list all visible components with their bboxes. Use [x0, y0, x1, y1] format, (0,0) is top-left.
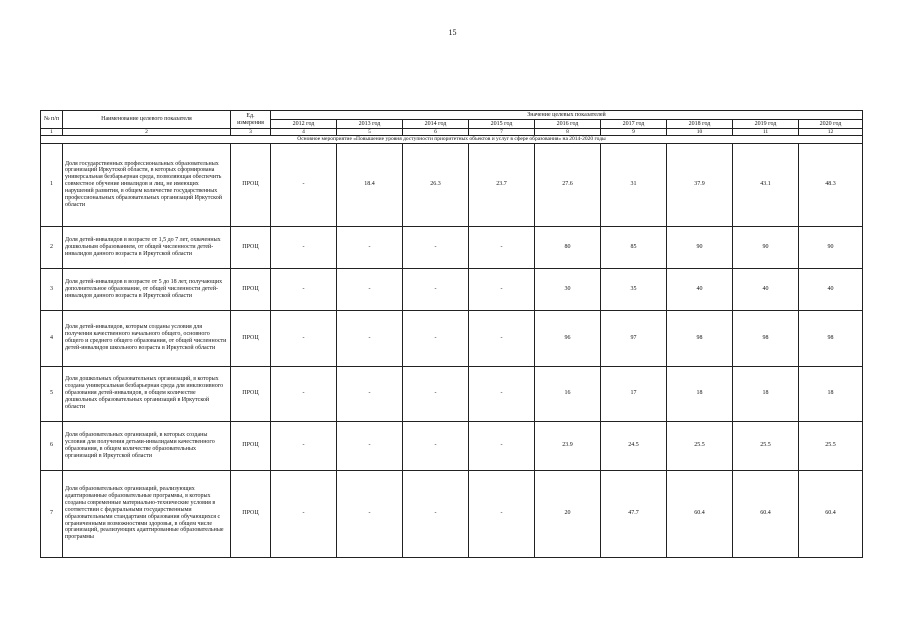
value-cell: 26.3 [403, 143, 469, 226]
value-cell: 18 [733, 366, 799, 421]
value-cell: - [469, 366, 535, 421]
indicator-name: Доля образовательных организаций, реализующих адаптированные образовательные программы, в которых созданы современные материально-технические условия в соответствии с федеральными государственными образовательными стандартами образования обучающихся с ограниченными возможностями здоровья, в общем числе организаций, реализующих адаптированные образовательные программы [63, 470, 231, 557]
value-cell: - [469, 268, 535, 310]
targets-table [40, 110, 863, 558]
value-cell: - [271, 226, 337, 268]
value-cell: - [337, 366, 403, 421]
indicator-name: Доля образовательных организаций, в которых созданы условия для получения детьми-инвалидами качественного образования, в общем количестве образовательных организаций в Иркутской области [63, 421, 231, 470]
indicator-name: Доля дошкольных образовательных организаций, в которых создана универсальная безбарьерная среда для инклюзивного образования детей-инвалидов, в общем количестве дошкольных образовательных организаций в Иркутской области [63, 366, 231, 421]
value-cell: - [403, 268, 469, 310]
header-year: 2017 год [601, 120, 667, 129]
value-cell: 23.7 [469, 143, 535, 226]
value-cell: - [403, 366, 469, 421]
row-number: 2 [41, 226, 63, 268]
unit-cell: ПРОЦ [231, 268, 271, 310]
unit-cell: ПРОЦ [231, 421, 271, 470]
value-cell: 96 [535, 310, 601, 366]
unit-cell: ПРОЦ [231, 143, 271, 226]
value-cell: 31 [601, 143, 667, 226]
table-header [41, 111, 863, 136]
indicator-name: Доля государственных профессиональных образовательных организаций Иркутской области, в которых сформирована универсальная безбарьерная среда, позволяющая обеспечить совместное обучение инвалидов и лиц, не имеющих нарушений развития, в общем количестве государственных профессиональных образовательных организаций Иркутской области [63, 143, 231, 226]
value-cell: - [271, 143, 337, 226]
value-cell: - [403, 226, 469, 268]
value-cell: - [271, 470, 337, 557]
value-cell: 27.6 [535, 143, 601, 226]
value-cell: 97 [601, 310, 667, 366]
value-cell: 98 [799, 310, 863, 366]
header-year: 2013 год [337, 120, 403, 129]
header-year: 2016 год [535, 120, 601, 129]
value-cell: - [337, 470, 403, 557]
column-number: 11 [733, 129, 799, 136]
value-cell: 60.4 [667, 470, 733, 557]
header-name: Наименование целевого показателя [63, 111, 231, 129]
column-number: 1 [41, 129, 63, 136]
value-cell: 35 [601, 268, 667, 310]
value-cell: 40 [733, 268, 799, 310]
value-cell: 24.5 [601, 421, 667, 470]
value-cell: 80 [535, 226, 601, 268]
table-row [41, 310, 863, 366]
value-cell: 40 [799, 268, 863, 310]
table-row [41, 366, 863, 421]
row-number: 3 [41, 268, 63, 310]
value-cell: - [337, 310, 403, 366]
value-cell: - [403, 470, 469, 557]
value-cell: 20 [535, 470, 601, 557]
value-cell: 98 [667, 310, 733, 366]
header-year: 2012 год [271, 120, 337, 129]
header-year: 2014 год [403, 120, 469, 129]
row-number: 4 [41, 310, 63, 366]
indicator-name: Доля детей-инвалидов в возрасте от 5 до 18 лет, получающих дополнительное образование, от общей численности детей-инвалидов данного возраста в Иркутской области [63, 268, 231, 310]
indicator-name: Доля детей-инвалидов в возрасте от 1,5 до 7 лет, охваченных дошкольным образованием, от общей численности детей-инвалидов данного возраста в Иркутской области [63, 226, 231, 268]
unit-cell: ПРОЦ [231, 470, 271, 557]
page-number: 15 [448, 28, 457, 37]
value-cell: - [403, 421, 469, 470]
value-cell: 17 [601, 366, 667, 421]
section-title: Основное мероприятие «Повышение уровня доступности приоритетных объектов и услуг в сфере образования» на 2014-2020 годы [41, 136, 863, 143]
table-row [41, 470, 863, 557]
value-cell: 18.4 [337, 143, 403, 226]
header-year: 2020 год [799, 120, 863, 129]
table-row [41, 143, 863, 226]
value-cell: 90 [733, 226, 799, 268]
column-numbers-row [41, 129, 863, 136]
header-year: 2018 год [667, 120, 733, 129]
value-cell: 47.7 [601, 470, 667, 557]
header-unit: Ед. измерения [231, 111, 271, 129]
row-number: 7 [41, 470, 63, 557]
value-cell: - [403, 310, 469, 366]
value-cell: 25.5 [799, 421, 863, 470]
value-cell: 43.1 [733, 143, 799, 226]
value-cell: - [271, 310, 337, 366]
column-number: 6 [403, 129, 469, 136]
value-cell: - [337, 226, 403, 268]
value-cell: 37.9 [667, 143, 733, 226]
value-cell: - [469, 421, 535, 470]
table-row [41, 421, 863, 470]
value-cell: 90 [799, 226, 863, 268]
column-number: 12 [799, 129, 863, 136]
header-values: Значение целевых показателей [271, 111, 863, 120]
unit-cell: ПРОЦ [231, 366, 271, 421]
row-number: 1 [41, 143, 63, 226]
table-body [41, 136, 863, 557]
header-year: 2015 год [469, 120, 535, 129]
column-number: 10 [667, 129, 733, 136]
column-number: 5 [337, 129, 403, 136]
value-cell: 98 [733, 310, 799, 366]
value-cell: 25.5 [667, 421, 733, 470]
value-cell: - [337, 268, 403, 310]
indicator-name: Доля детей-инвалидов, которым созданы условия для получения качественного начального общего, основного общего и среднего общего образования, от общей численности детей-инвалидов школьного возраста в Иркутской области [63, 310, 231, 366]
value-cell: 60.4 [733, 470, 799, 557]
value-cell: - [337, 421, 403, 470]
section-row [41, 136, 863, 143]
column-number: 3 [231, 129, 271, 136]
column-number: 7 [469, 129, 535, 136]
row-number: 5 [41, 366, 63, 421]
unit-cell: ПРОЦ [231, 226, 271, 268]
value-cell: 18 [667, 366, 733, 421]
table-row [41, 226, 863, 268]
unit-cell: ПРОЦ [231, 310, 271, 366]
value-cell: 48.3 [799, 143, 863, 226]
header-num: № п/п [41, 111, 63, 129]
value-cell: 23.9 [535, 421, 601, 470]
column-number: 2 [63, 129, 231, 136]
value-cell: - [271, 268, 337, 310]
value-cell: - [271, 421, 337, 470]
value-cell: 18 [799, 366, 863, 421]
table-row [41, 268, 863, 310]
value-cell: - [469, 226, 535, 268]
value-cell: 60.4 [799, 470, 863, 557]
value-cell: 25.5 [733, 421, 799, 470]
value-cell: 16 [535, 366, 601, 421]
row-number: 6 [41, 421, 63, 470]
value-cell: 90 [667, 226, 733, 268]
column-number: 8 [535, 129, 601, 136]
column-number: 4 [271, 129, 337, 136]
value-cell: 40 [667, 268, 733, 310]
value-cell: 85 [601, 226, 667, 268]
value-cell: - [469, 470, 535, 557]
value-cell: - [469, 310, 535, 366]
column-number: 9 [601, 129, 667, 136]
value-cell: - [271, 366, 337, 421]
value-cell: 30 [535, 268, 601, 310]
header-year: 2019 год [733, 120, 799, 129]
